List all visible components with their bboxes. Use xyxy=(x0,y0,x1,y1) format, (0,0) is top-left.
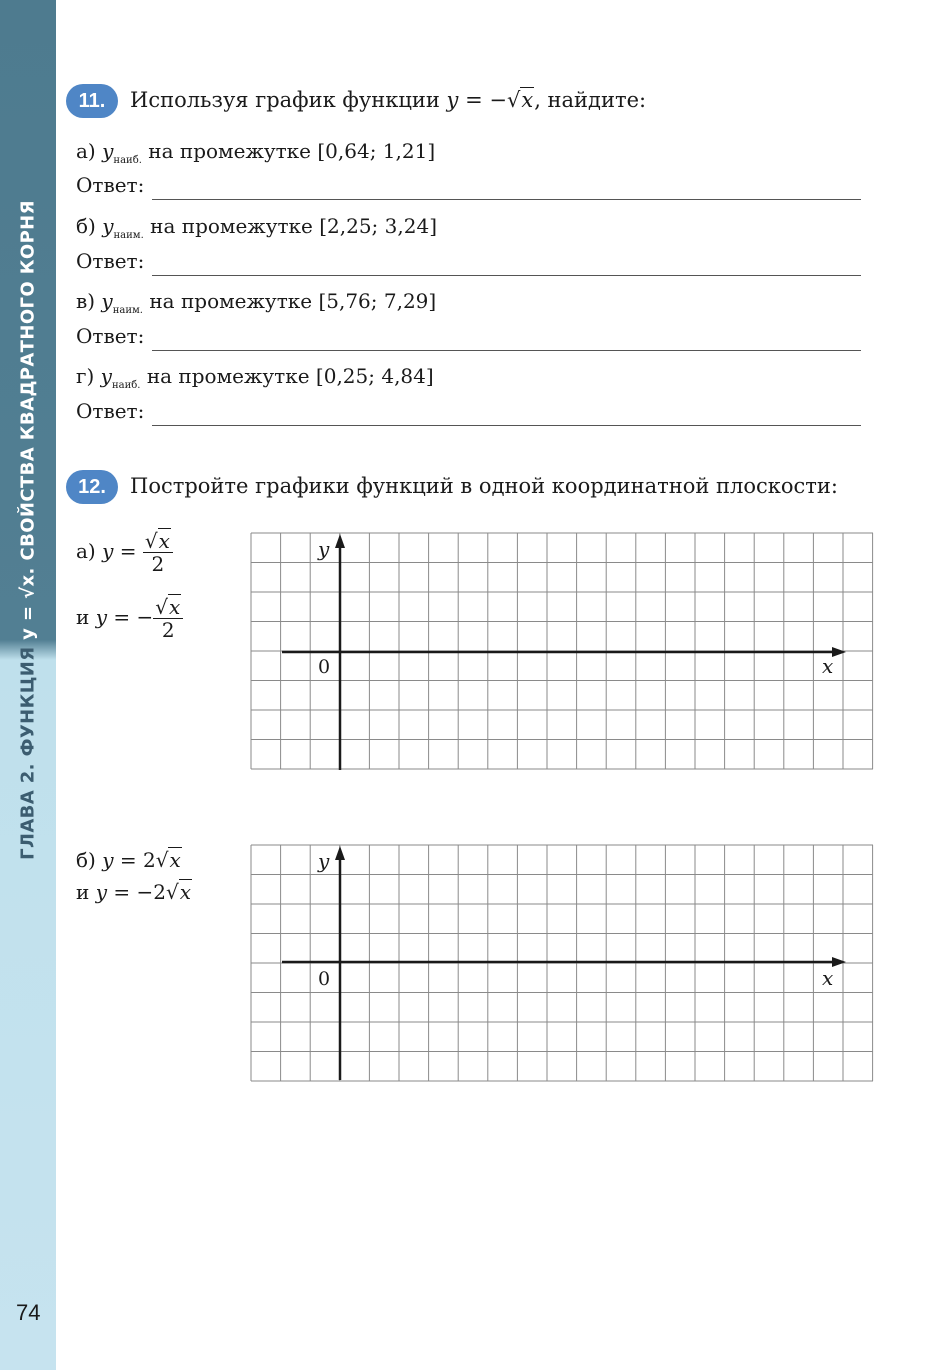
exercise-11-sqrt: √x xyxy=(506,88,534,112)
item-subscript: наиб. xyxy=(113,155,142,166)
item-text: на промежутке [2,25; 3,24] xyxy=(150,214,437,238)
chapter-section: . СВОЙСТВА КВАДРАТНОГО КОРНЯ xyxy=(17,200,39,575)
item-subscript: наим. xyxy=(112,305,143,316)
grid-svg-a xyxy=(250,532,874,770)
formula-x: x xyxy=(169,595,181,619)
item-letter: б) xyxy=(76,214,96,238)
x-axis-arrow-icon xyxy=(832,957,846,967)
fraction: $\frac{√x}{2}$ xyxy=(143,530,173,575)
conjunction-and: и xyxy=(76,880,90,904)
answer-label: Ответ: xyxy=(76,249,145,273)
x-axis-arrow-icon xyxy=(832,647,846,657)
part-letter: а) xyxy=(76,539,96,563)
x-axis-label: x xyxy=(822,966,834,990)
formula-sqrt: √x xyxy=(155,848,181,872)
conjunction-and: и xyxy=(76,605,90,629)
y-axis-label: y xyxy=(318,849,330,873)
formula-x: x xyxy=(179,880,192,904)
answer-label: Ответ: xyxy=(76,173,145,197)
item-letter: в) xyxy=(76,289,96,313)
answer-row-a xyxy=(76,173,861,203)
exercise-11-item-d xyxy=(76,364,434,391)
exercise-11-item-c xyxy=(76,289,436,316)
item-var: y xyxy=(101,289,113,313)
part-letter: б) xyxy=(76,848,96,872)
fraction-denominator: 2 xyxy=(151,552,165,576)
item-text: на промежутке [5,76; 7,29] xyxy=(149,289,437,313)
formula-sqrt: √x xyxy=(165,880,192,904)
formula-y: y xyxy=(95,880,108,904)
fraction: $\frac{√x}{2}$ xyxy=(153,596,183,641)
item-letter: а) xyxy=(76,139,96,163)
answer-label: Ответ: xyxy=(76,324,145,348)
exercise-12-badge: 12. xyxy=(66,470,118,504)
chapter-title xyxy=(18,180,39,880)
grid-svg-b xyxy=(250,844,874,1082)
exercise-11-title xyxy=(130,88,646,112)
item-text: на промежутке [0,64; 1,21] xyxy=(148,139,436,163)
y-axis-arrow-icon xyxy=(335,846,345,860)
answer-field-b[interactable] xyxy=(152,249,861,276)
formula-eq: = 2 xyxy=(113,848,156,872)
origin-label: 0 xyxy=(318,968,331,990)
y-axis-arrow-icon xyxy=(335,534,345,548)
part-b-function-1 xyxy=(76,848,182,872)
item-subscript: наим. xyxy=(113,230,144,241)
exercise-12-title: Постройте графики функций в одной координатной плоскости: xyxy=(130,474,838,498)
answer-row-d xyxy=(76,399,861,429)
answer-row-c xyxy=(76,324,861,354)
coordinate-grid-a[interactable] xyxy=(250,532,874,770)
part-a-function-2 xyxy=(76,596,183,641)
formula-y: y xyxy=(102,539,114,563)
item-subscript: наиб. xyxy=(111,380,141,391)
formula-eq: = xyxy=(113,539,143,563)
formula-x: x xyxy=(169,848,181,872)
answer-field-c[interactable] xyxy=(152,324,861,351)
item-letter: г) xyxy=(76,364,95,388)
answer-label: Ответ: xyxy=(76,399,145,423)
item-var: y xyxy=(102,139,114,163)
page-number: 74 xyxy=(16,1300,41,1325)
formula-y: y xyxy=(102,848,114,872)
item-var: y xyxy=(100,364,112,388)
exercise-11-title-y: y xyxy=(446,88,459,112)
part-a-function-1 xyxy=(76,530,173,575)
item-text: на промежутке [0,25; 4,84] xyxy=(146,364,434,388)
exercise-11-item-b xyxy=(76,214,437,241)
origin-label: 0 xyxy=(318,656,331,678)
exercise-11-badge: 11. xyxy=(66,84,118,118)
x-axis-label: x xyxy=(822,654,834,678)
exercise-11-item-a xyxy=(76,139,435,166)
formula-x: x xyxy=(158,529,170,553)
answer-row-b xyxy=(76,249,861,279)
chapter-formula: y = √x xyxy=(17,574,39,640)
exercise-11-title-eq: = − xyxy=(458,88,507,112)
formula-eq: = − xyxy=(107,605,154,629)
coordinate-grid-b[interactable] xyxy=(250,844,874,1082)
chapter-label: ГЛАВА 2. ФУНКЦИЯ xyxy=(17,639,39,860)
answer-field-d[interactable] xyxy=(152,399,861,426)
answer-field-a[interactable] xyxy=(152,173,861,200)
chapter-sidebar xyxy=(0,0,56,1370)
y-axis-label: y xyxy=(318,537,330,561)
exercise-11-sqrt-x: x xyxy=(521,88,534,112)
part-b-function-2 xyxy=(76,880,192,904)
exercise-11-title-prefix: Используя график функции xyxy=(130,88,440,112)
formula-eq: = −2 xyxy=(107,880,166,904)
exercise-11-title-suffix: , найдите: xyxy=(534,88,647,112)
item-var: y xyxy=(102,214,114,238)
formula-y: y xyxy=(95,605,108,629)
fraction-denominator: 2 xyxy=(161,618,175,642)
